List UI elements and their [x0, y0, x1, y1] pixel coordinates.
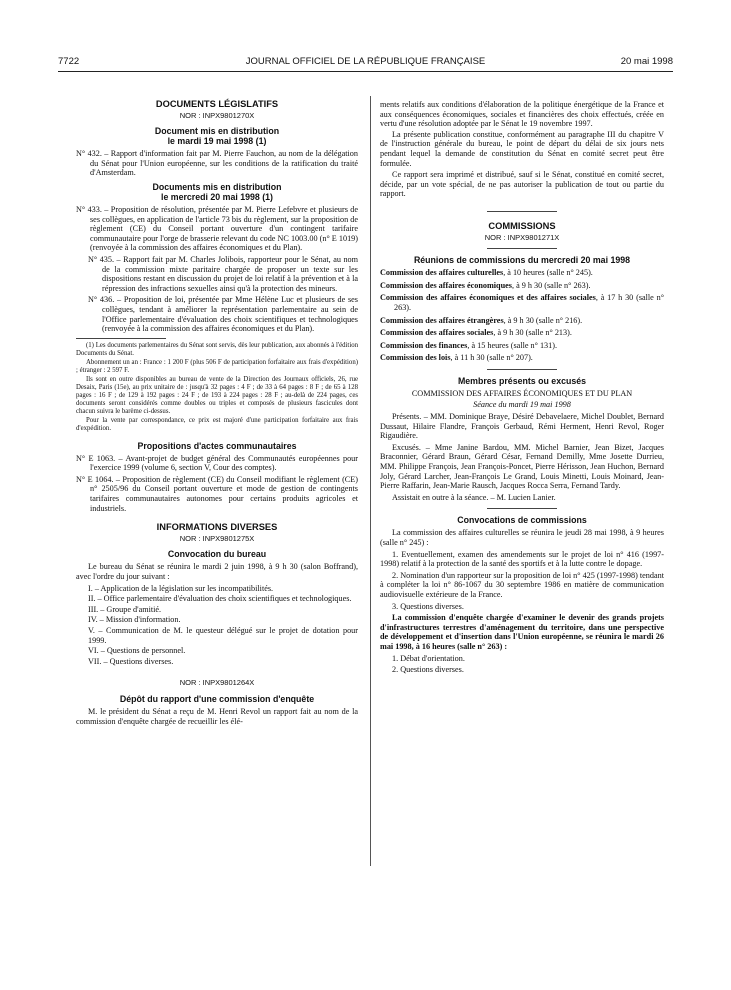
- commission-name: COMMISSION DES AFFAIRES ÉCONOMIQUES ET DU PLAN: [411, 388, 633, 398]
- commission-item: Commission des lois, à 11 h 30 (salle n° 207).: [380, 353, 533, 363]
- section-rule: [487, 248, 557, 249]
- subsection-title: Dépôt du rapport d'une commission d'enquête: [119, 693, 315, 704]
- subsection-title: Convocation du bureau: [167, 549, 267, 560]
- seance-date: Séance du mardi 19 mai 1998: [473, 400, 571, 410]
- nor-reference: NOR : INPX9801270X: [179, 110, 255, 120]
- commission-item: Commission des affaires étrangères, à 9 h 30 (salle n° 216).: [380, 315, 583, 325]
- attendee-note: Assistait en outre à la séance. – M. Lucien Lanier.: [392, 492, 556, 502]
- paragraph: M. le président du Sénat a reçu de M. Henri Revol un rapport fait au nom de la commission d'enquête chargée de recueillir les élé-: [76, 706, 358, 726]
- column-divider: [370, 96, 371, 866]
- convocation-item: 2. Questions diverses.: [392, 665, 464, 675]
- agenda-item: V. – Communication de M. le questeur délégué sur le projet de dotation pour 1999.: [88, 626, 358, 645]
- header-rule: [58, 71, 673, 72]
- footnote-rule: [76, 338, 166, 339]
- page-header: [58, 56, 673, 70]
- commission-item: Commission des finances, à 15 heures (salle n° 131).: [380, 340, 558, 350]
- agenda-item: II. – Office parlementaire d'évaluation des choix scientifiques et technologiques.: [88, 594, 352, 604]
- paragraph: Le bureau du Sénat se réunira le mardi 2 juin 1998, à 9 h 30 (salon Boffrand), avec l'ordre du jour suivant :: [76, 562, 358, 582]
- section-title-documents: DOCUMENTS LÉGISLATIFS: [155, 99, 279, 109]
- subsection-title: Propositions d'actes communautaires: [137, 440, 297, 451]
- section-title-informations: INFORMATIONS DIVERSES: [156, 522, 278, 533]
- section-rule: [487, 508, 557, 509]
- agenda-item: IV. – Mission d'information.: [88, 615, 181, 625]
- section-rule: [487, 369, 557, 370]
- footnote: Pour la vente par correspondance, ce prix est majoré d'une participation forfaitaire aux frais d'expédition.: [76, 416, 358, 432]
- agenda-item: VI. – Questions de personnel.: [88, 646, 186, 656]
- issue-date: 20 mai 1998: [620, 56, 673, 67]
- paragraph: ments relatifs aux conditions d'élaboration de la politique énergétique de la France et aux conséquences économiques, sociales et financières des choix effectués, créée en vertu d'une résolution adoptée par le Sénat le 19 novembre 1997.: [380, 100, 664, 129]
- document-entry: N° 433. – Proposition de résolution, présentée par M. Pierre Lefebvre et plusieurs de ses collègues, en application de l'article 73 bis du règlement, sur la proposition de règlement (CE) du Conseil portant ouverture d'un contingent tarifaire communautaire pour l'orge de brasserie relevant du code NC 1003.00 (n° E 1019) (renvoyée à la commission des affaires économiques et du Plan).: [76, 204, 358, 253]
- commission-item: Commission des affaires économiques et des affaires sociales, à 17 h 30 (salle n° 263).: [380, 293, 664, 312]
- commission-item: Commission des affaires sociales, à 9 h 30 (salle n° 213).: [380, 328, 572, 338]
- nor-reference: NOR : INPX9801264X: [179, 678, 255, 688]
- convocation-intro: La commission d'enquête chargée d'examiner le devenir des grands projets d'infrastructures terrestres d'aménagement du territoire, dans une perspective de développement et d'insertion dans l'Union européenne, se réunira le mardi 26 mai 1998, à 16 heures (salle n° 263) :: [380, 613, 664, 651]
- acte-entry: N° E 1063. – Avant-projet de budget général des Communautés européennes pour l'exercice 1999 (volume 6, section V, Cour des comptes).: [76, 453, 358, 473]
- footnote: Ils sont en outre disponibles au bureau de vente de la Direction des Journaux officiels, 26, rue Desaix, Paris (15e), au prix unitaire de : jusqu'à 32 pages : 4 F ; de 33 à 64 pages : 8 F ; de 65 à 128 pages : 16 F ; de 129 à 192 pages : 24 F ; de 193 à 224 pages : 28 F ; au-delà de 224 pages, ces documents seront considérés comme doubles ou triples et composés de plusieurs fascicules dont chacun suivra le barème ci-dessus.: [76, 375, 358, 415]
- nor-reference: NOR : INPX9801275X: [179, 533, 255, 543]
- present-list: Présents. – MM. Dominique Braye, Désiré Debavelaere, Michel Doublet, Bernard Dussaut, Hilaire Flandre, François Gerbaud, Rémi Herment, Henri Revol, Roger Rigaudière.: [380, 412, 664, 441]
- subsection-title: Membres présents ou excusés: [457, 375, 587, 386]
- subsection-title: Convocations de commissions: [457, 515, 587, 526]
- convocation-item: 1. Débat d'orientation.: [392, 653, 465, 663]
- subsection-title: Réunions de commissions du mercredi 20 mai 1998: [413, 255, 631, 266]
- nor-reference: NOR : INPX9801271X: [484, 232, 560, 242]
- left-column: [76, 100, 358, 728]
- convocation-intro: La commission des affaires culturelles se réunira le jeudi 28 mai 1998, à 9 heures (salle n° 245) :: [380, 528, 664, 547]
- commission-item: Commission des affaires économiques, à 9 h 30 (salle n° 263).: [380, 280, 591, 290]
- document-entry: N° 432. – Rapport d'information fait par M. Pierre Fauchon, au nom de la délégation du Sénat pour l'Union européenne, sur les conditions de la ratification du traité d'Amsterdam.: [76, 149, 358, 178]
- section-title-commissions: COMMISSIONS: [488, 220, 556, 231]
- agenda-item: I. – Application de la législation sur les incompatibilités.: [88, 583, 274, 593]
- page-number: 7722: [58, 56, 80, 67]
- subsection-title: Documents mis en distribution le mercredi 20 mai 1998 (1): [152, 181, 282, 202]
- paragraph: La présente publication constitue, conformément au paragraphe III du chapitre V de l'instruction générale du bureau, le point de départ du délai de six jours nets pendant lequel la demande de constitution du Sénat en comité secret peut être formulée.: [380, 129, 664, 168]
- agenda-item: VII. – Questions diverses.: [88, 656, 174, 666]
- right-column: [380, 100, 664, 677]
- subsection-title: Document mis en distribution le mardi 19 mai 1998 (1): [154, 126, 280, 147]
- commission-item: Commission des affaires culturelles, à 10 heures (salle n° 245).: [380, 268, 593, 278]
- footnote: (1) Les documents parlementaires du Sénat sont servis, dès leur publication, aux abonnés à l'édition Documents du Sénat.: [76, 341, 358, 357]
- section-rule: [487, 211, 557, 212]
- journal-title: JOURNAL OFFICIEL DE LA RÉPUBLIQUE FRANÇAISE: [245, 56, 486, 67]
- convocation-item: 2. Nomination d'un rapporteur sur la proposition de loi n° 425 (1997-1998) tendant à compléter la loi n° 86-1067 du 30 septembre 1986 en matière de communication audiovisuelle extérieure de la France.: [380, 570, 664, 599]
- document-entry: N° 435. – Rapport fait par M. Charles Jolibois, rapporteur pour le Sénat, au nom de la commission mixte paritaire chargée de proposer un texte sur les dispositions restant en discussion du projet de loi relatif à la prévention et à la répression des infractions sexuelles ainsi qu'à la protection des mineurs.: [88, 254, 358, 293]
- convocation-item: 3. Questions diverses.: [392, 601, 464, 611]
- acte-entry: N° E 1064. – Proposition de règlement (CE) du Conseil modifiant le règlement (CE) n° 2505/96 du Conseil portant ouverture et mode de gestion de contingents tarifaires communautaires autonomes pour certains produits agricoles et industriels.: [76, 474, 358, 513]
- document-entry: N° 436. – Proposition de loi, présentée par Mme Hélène Luc et plusieurs de ses collègues, tendant à améliorer la représentation parlementaire au sein de l'Office parlementaire d'évaluation des choix scientifiques et technologiques (renvoyée à la commission des affaires économiques et du Plan).: [88, 295, 358, 334]
- paragraph: Ce rapport sera imprimé et distribué, sauf si le Sénat, constitué en comité secret, décide, par un vote spécial, de ne pas autoriser la publication de tout ou partie du rapport.: [380, 170, 664, 199]
- agenda-item: III. – Groupe d'amitié.: [88, 604, 162, 614]
- convocation-item: 1. Eventuellement, examen des amendements sur le projet de loi n° 416 (1997-1998) relatif à la protection de la santé des sportifs et à la lutte contre le dopage.: [380, 549, 664, 569]
- excused-list: Excusés. – Mme Janine Bardou, MM. Michel Barnier, Jean Bizet, Jacques Braconnier, Gérard Braun, Gérard César, Fernand Demilly, Mme Josette Durrieu, MM. Philippe François, Jean François-Poncet, Pierre Hérisson, Jean Huchon, Bernard Joly, Gérard Larcher, Jean-François Le Grand, Louis Minetti, Louis Moinard, Jean-Pierre Raffarin, Jean-Marie Rausch, Jacques Rocca Serra, Fernand Tardy.: [380, 442, 664, 491]
- footnote: Abonnement un an : France : 1 200 F (plus 506 F de participation forfaitaire aux frais d'expédition) ; étranger : 2 597 F.: [76, 358, 358, 374]
